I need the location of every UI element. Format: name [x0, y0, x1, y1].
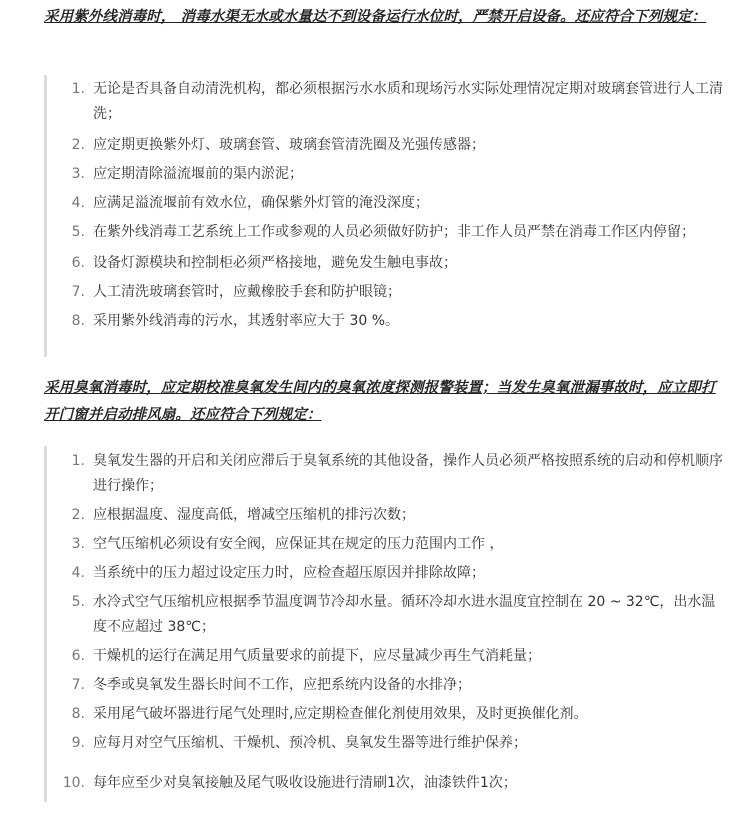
list-item: 3. 空气压缩机必须设有安全阀，应保证其在规定的压力范围内工作 ， — [71, 536, 504, 552]
section1-blockquote — [44, 75, 726, 357]
list-item: 5. 水冷式空气压缩机应根据季节温度调节冷却水量。循环冷却水进水温度宜控制在 20 ~ 32℃，出水温度不应超过 38℃； — [71, 594, 716, 635]
list-item: 1. 无论是否具备自动清洗机构，都必须根据污水水质和现场污水实际处理情况定期对玻璃套管进行人工清洗； — [71, 81, 723, 122]
list-item: 4. 当系统中的压力超过设定压力时，应检查超压原因并排除故障； — [71, 565, 485, 581]
section1-list — [47, 75, 726, 334]
list-item: 7. 冬季或臭氧发生器长时间不工作，应把系统内设备的水排净； — [71, 677, 471, 693]
list-item: 7. 人工清洗玻璃套管时，应戴橡胶手套和防护眼镜； — [71, 284, 401, 300]
section2-blockquote — [44, 446, 726, 802]
list-item: 4. 应满足溢流堰前有效水位，确保紫外灯管的淹没深度； — [71, 195, 429, 211]
section1-heading: 采用紫外线消毒时， 消毒水渠无水或水量达不到设备运行水位时，严禁开启设备。还应符合下列规定： — [44, 9, 707, 25]
list-item: 9. 应每月对空气压缩机、干燥机、预冷机、臭氧发生器等进行维护保养； — [71, 735, 527, 751]
list-item: 5. 在紫外线消毒工艺系统上工作或参观的人员必须做好防护；非工作人员严禁在消毒工作区内停留； — [71, 224, 695, 240]
list-item: 8. 采用尾气破坏器进行尾气处理时,应定期检查催化剂使用效果，及时更换催化剂。 — [71, 706, 588, 722]
list-item: 6. 干燥机的运行在满足用气质量要求的前提下，应尽量减少再生气消耗量； — [71, 648, 541, 664]
list-item: 3. 应定期清除溢流堰前的渠内淤泥； — [71, 166, 303, 182]
list-item: 10. 每年应至少对臭氧接触及尾气吸收设施进行清刷1次，油漆铁件1次； — [62, 775, 517, 791]
list-item: 2. 应根据温度、湿度高低，增减空压缩机的排污次数； — [71, 507, 415, 523]
section2-heading: 采用臭氧消毒时，应定期校准臭氧发生间内的臭氧浓度探测报警装置；当发生臭氧泄漏事故时，应立即打开门窗并启动排风扇。还应符合下列规定： — [44, 380, 716, 423]
list-item: 6. 设备灯源模块和控制柜必须严格接地，避免发生触电事故； — [71, 255, 457, 271]
section2-list — [47, 446, 726, 796]
list-item: 2. 应定期更换紫外灯、玻璃套管、玻璃套管清洗圈及光强传感器； — [71, 137, 485, 153]
list-item: 8. 采用紫外线消毒的污水，其透射率应大于 30 %。 — [71, 313, 400, 329]
list-item: 1. 臭氧发生器的开启和关闭应滞后于臭氧系统的其他设备，操作人员必须严格按照系统的启动和停机顺序进行操作； — [71, 453, 723, 494]
